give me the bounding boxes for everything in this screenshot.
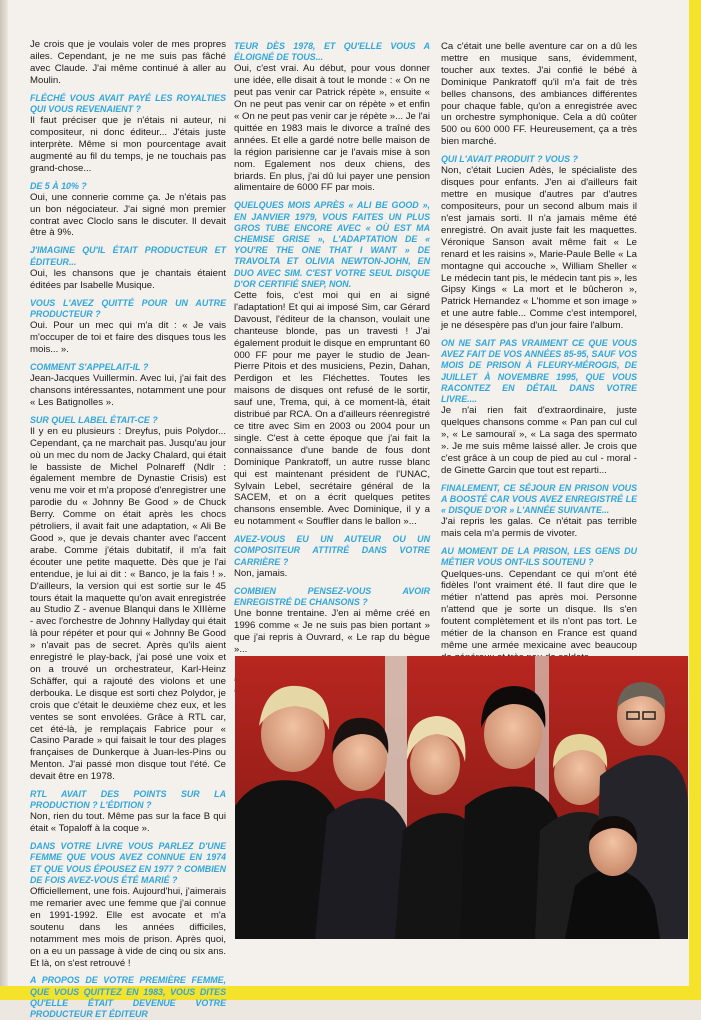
interview-question: DE 5 À 10% ? bbox=[30, 180, 87, 191]
answer-text: Jean-Jacques Vuillermin. Avec lui, j'ai fait des chansons intéressantes, notamment une pour « Les Batignolles ». bbox=[30, 372, 226, 408]
interview-question: QUI L'AVAIT PRODUIT ? VOUS ? bbox=[441, 154, 578, 165]
answer-text: Non, rien du tout. Même pas sur la face B qui était « Topaloff à la coque ». bbox=[30, 811, 226, 835]
answer-text: Ca c'était une belle aventure car on a dû les mettre en musique sans, évidemment, toucher aux textes. J'ai confié le bébé à Dominique Pankratoff qu'il m'a fait de très belles chansons, des ambiances différentes pour chaque fable, qu'on a enregistrée avec un orchestre symphonique. Cela a dû coûter 500 ou 600 000 FF. Heureusement, ça a très bien marché. bbox=[441, 41, 637, 148]
answer-text: Oui, c'est vrai. Au début, pour vous donner une idée, elle disait à tout le monde : « On ne peut pas venir car Patrick répète », ensuite « On ne peut pas venir car on répète » et enfin « On ne peut pas venir car je répète »... Je l'ai quittée en 1983 mais le divorce a traîné des années. Et elle a gardé notre belle maison de la région parisienne car je l'avais mise à son nom. Egalement nos deux chiens, des briards. En plus, j'ai dû lui payer une pension alimentaire de 6000 FF par mois. bbox=[234, 63, 430, 194]
text-column-2 bbox=[234, 41, 430, 695]
interview-question: FINALEMENT, CE SÉJOUR EN PRISON VOUS A BOOSTÉ CAR VOUS AVEZ ENREGISTRÉ LE « DISQUE D'OR » L'ANNÉE SUIVANTE... bbox=[441, 482, 637, 516]
answer-text: Cette fois, c'est moi qui en ai signé l'adaptation! Et qui ai imposé Sim, car Gérard Davoust, l'éditeur de la chanson, voulait une chanteuse blonde, pas un travesti ! J'ai également produit le disque en empruntant 60 000 FF pour me payer le studio de Jean-Pierre Pitois et des musiciens, Pezin, Dahan, Perdigon et les Fléchettes. Toutes les maisons de disques ont refusé de le sortir, sauf une, Trema, qui, à ce moment-là, était distribué par RCA. On a d'ailleurs réenregistré ce titre avec Sim en 2003 ou 2004 pour un single. C'est à cette époque que j'ai fait la connaissance d'une bande de fous dont Dominique Pankratoff, un autre russe blanc qui est maintenant président de l'UNAC, Sylvain Lebel, secrétaire général de la SACEM, et on a écrit quelques petites chansons ensemble. Avec Dominique, il y a eu notamment « Souffler dans le ballon »... bbox=[234, 290, 430, 528]
interview-question: VOUS L'AVEZ QUITTÉ POUR UN AUTRE PRODUCTEUR ? bbox=[30, 297, 226, 319]
answer-text: Il y en eu plusieurs : Dreyfus, puis Polydor... Cependant, ça ne marchait pas. Jusqu'au jour où un mec du nom de Jacky Chalard, qui était le bassiste de Michel Polnareff (Ndlr : également membre de Dynastie Crisis) est venu me voir et m'a proposé d'enregistrer une parodie du « Johnny Be Good » de Chuck Berry. Comme on était après les chocs pétroliers, il avait fait une adaptation, « Ali Be Good », que je devais chanter avec l'accent arabe. Comme j'étais dubitatif, il m'a fait écouter une petite maquette. Dès que je l'ai entendue, je lui ai dit : « Banco, je la fais ! ». D'ailleurs, la version qui est sortie sur le 45 tours était la maquette qu'on avait enregistrée au Studio Z - avenue Blanqui dans le XIIIème - avec l'orchestre de Johnny Hallyday qui était là pour répéter et pour qui « Johnny Be Good » n'avait pas de secret. Après qu'ils aient enregistré le play-back, j'ai posé une voix et on a trouvé un orchestrateur, Karl-Heinz Schäffer, qui a rajouté des violons et une derbouka. Le disque est sorti chez Polydor, je crois que c'était le deuxième chez eux, et les ventes se sont envolées. Grâce à RTL car, cet été-là, je remplaçais Fabrice pour « Casino Parade » qui faisait le tour des plages françaises de Dunkerque à Juan-les-Pins ou Menton. J'ai passé mon disque tout l'été. Ce devait être en 1978. bbox=[30, 425, 226, 783]
interview-question: RTL AVAIT DES POINTS SUR LA PRODUCTION ? L'ÉDITION ? bbox=[30, 789, 226, 811]
interview-question: AU MOMENT DE LA PRISON, LES GENS DU MÉTIER VOUS ONT-ILS SOUTENU ? bbox=[441, 546, 637, 568]
interview-question: TEUR DÈS 1978, ET QU'ELLE VOUS A ÉLOIGNÉ DE TOUS... bbox=[234, 41, 430, 63]
answer-text: Je crois que je voulais voler de mes propres ailes. Cependant, je ne me suis pas fâché avec Claude. J'ai même continué à aller au Moulin. bbox=[30, 39, 226, 86]
answer-text: Officiellement, une fois. Aujourd'hui, j'aimerais me remarier avec une femme que j'ai connue en 1991-1992. Elle est avocate et m'a soutenu dans les années difficiles, notamment mes mois de prison. Après quoi, on a eu un passage à vide de cinq ou six ans. Et là, on s'est retrouvé ! bbox=[30, 886, 226, 969]
answer-text: Oui, les chansons que je chantais étaient éditées par Isabelle Musique. bbox=[30, 267, 226, 291]
interview-question: DANS VOTRE LIVRE VOUS PARLEZ D'UNE FEMME QUE VOUS AVEZ CONNUE EN 1974 ET QUE VOUS ÉPOUSEZ EN 1977 ? COMBIEN DE FOIS AVEZ-VOUS ÉTÉ MARIÉ ? bbox=[30, 841, 226, 885]
answer-text: Il faut préciser que je n'étais ni auteur, ni compositeur, ni donc éditeur... J'étais juste interprète. Même si mon pourcentage avait augmenté au fil du temps, je ne touchais pas grand-chose... bbox=[30, 115, 226, 174]
answer-text: J'ai repris les galas. Ce n'était pas terrible mais cela m'a permis de vivoter. bbox=[441, 516, 637, 540]
answer-text: Oui, une connerie comme ça. Je n'étais pas un bon négociateur. J'ai signé mon premier contrat avec Cloclo sans le discuter. Il devait être à 9%. bbox=[30, 191, 226, 239]
interview-question: ON NE SAIT PAS VRAIMENT CE QUE VOUS AVEZ FAIT DE VOS ANNÉES 85-95, SAUF VOS MOIS DE PRISON À FLEURY-MÉROGIS, DE JUILLET À NOVEMBRE 1995, QUE VOUS RACONTEZ EN DÉTAIL DANS VOTRE LIVRE.... bbox=[441, 338, 637, 405]
group-photo bbox=[235, 656, 688, 939]
answer-text: Quelques-uns. Cependant ce qui m'ont été fidèles l'ont vraiment été. Il faut dire que le métier n'attend pas après moi. Personne n'attend que je sorte un disque. Ils s'en foutent complètement et ils n'ont pas tort. Le métier de la chanson en France est quand même une armée mexicaine avec beaucoup bbox=[441, 568, 637, 651]
text-column-1 bbox=[30, 39, 226, 1020]
answer-text: Oui. Pour un mec qui m'a dit : « Je vais m'occuper de toi et faire des disques tous les mois... ». bbox=[30, 320, 226, 355]
yellow-page-edge bbox=[689, 0, 701, 1000]
page-binding-shadow bbox=[0, 0, 8, 1000]
answer-text: Je n'ai rien fait d'extraordinaire, juste quelques chansons comme « Pan pan cul cul », « Le samouraï », « La saga des spermato ». Je me suis même laissé aller. Je crois que c'est grâce à un coup de pied au cul - moral - de Ginette Garcin que tout est reparti... bbox=[441, 405, 637, 476]
interview-question: COMBIEN PENSEZ-VOUS AVOIR ENREGISTRÉ DE CHANSONS ? bbox=[234, 585, 430, 607]
text-column-3 bbox=[441, 41, 637, 664]
interview-question: J'IMAGINE QU'IL ÉTAIT PRODUCTEUR ET ÉDITEUR... bbox=[30, 245, 226, 267]
interview-question: FLÉCHÉ VOUS AVAIT PAYÉ LES ROYALTIES QUI VOUS REVENAIENT ? bbox=[30, 92, 226, 114]
interview-question: A PROPOS DE VOTRE PREMIÈRE FEMME, QUE VOUS QUITTEZ EN 1983, VOUS DITES QU'ELLE ÉTAIT DEVENUE VOTRE PRODUCTEUR ET ÉDITEUR bbox=[30, 975, 226, 1020]
answer-text: Une bonne trentaine. J'en ai même créé en 1996 comme « Je ne suis pas bien portant » que j'ai repris à Ouvrard, « Le rap du bègue »... bbox=[234, 608, 430, 655]
interview-question: COMMENT S'APPELAIT-IL ? bbox=[30, 361, 149, 372]
answer-text: Non, jamais. bbox=[234, 567, 288, 579]
interview-question: QUELQUES MOIS APRÈS « ALI BE GOOD », EN JANVIER 1979, VOUS FAITES UN PLUS GROS TUBE ENCORE AVEC « OÙ EST MA CHEMISE GRISE », L'ADAPTATION DE « YOU'RE THE ONE THAT I WANT » DE TRAVOLTA ET OLIVIA NEWTON-JOHN, EN DUO AVEC SIM. C'EST VOTRE SEUL DISQUE D'OR CERTIFIÉ SNEP, NON. bbox=[234, 200, 430, 289]
interview-question: SUR QUEL LABEL ÉTAIT-CE ? bbox=[30, 414, 158, 425]
group-photo-illustration bbox=[235, 656, 688, 939]
interview-question: AVEZ-VOUS EU UN AUTEUR OU UN COMPOSITEUR ATTITRÉ DANS VOTRE CARRIÈRE ? bbox=[234, 534, 430, 567]
answer-text: Non, c'était Lucien Adès, le spécialiste des disques pour enfants. J'en ai d'ailleurs fait mettre en musique d'autres par d'autres compositeurs, pour un second album mais il n'est jamais sorti. Il n'a jamais même été enregistré. On avait juste fait les maquettes. Véronique Sanson avait même fait « Le renard et les raisins », Marie-Paule Belle « La montagne qui accouche », William Sheller « Le médecin tant pis, le médecin tant pis », les Gipsy Kings « La mort et le bûcheron », Patrick Hernandez « L'homme et son image » et une autre fable... Comme c'est intemporel, je ne désespère pas d'un jour faire l'album. bbox=[441, 165, 637, 332]
